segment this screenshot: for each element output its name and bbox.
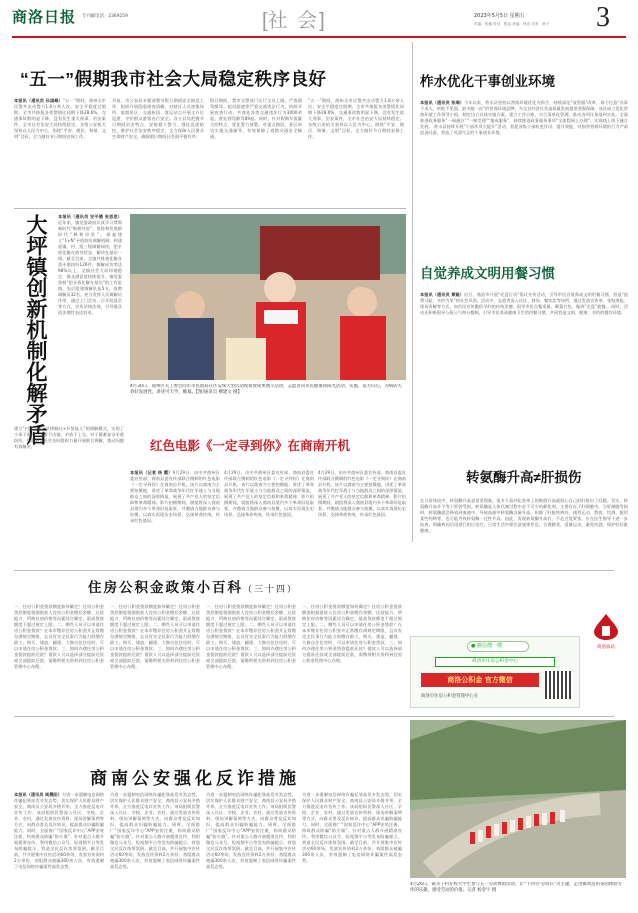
main-article-col4	[308, 98, 404, 204]
editors-line: 责编：张璐 校对：焦蕊 美编：杨光 印务：章子	[474, 22, 550, 26]
police-body-col2	[110, 792, 200, 908]
movie-body-text3: 4月29日，由中共商州区委宣传部、商南县委宣传部联合摄制的红色电影《一定寻到你》在商南县开机。该片以商南为主要拍摄地，讲述了革命战争年代红军战士与当地群众之间的深厚情谊，展现了共产党人的坚定信仰和革命精神。影片拍摄期间，剧组将深入商南县境内多个革命旧址取景，并邀请当地群众参与拍摄，以真实再现历史场景，弘扬革命传统，传承红色基因。	[318, 470, 406, 517]
fund-body-text: 一、住房公积金贷款额度如何确定？住房公积金贷款额度根据借款人住房公积金缴存余额、还款能力、所购住房价格等因素综合确定，最高贷款额度不超过规定上限。二、哪些人员可以申请住房公积金贷款？在本市缴存住房公积金并正常缴存满规定期限，且具有完全民事行为能力的缴存职工，购买、建造、翻建、大修自住住房时，可以申请住房公积金贷款。三、如何办理住房公积金贷款提前还款？借款人可以选择部分提前还款或全部提前还款，需携带相关资料到住房公积金管理中心办理。	[14, 604, 104, 669]
fund-body-col3	[206, 604, 296, 714]
right1-body-text: 今年以来，柞水县坚持以营商环境优化为抓手，持续深化“放管服”改革，着力打造“办事不求人、审批不见面、最多跑一次”的营商环境品牌，为全县经济社会高质量发展提供坚强保障。该县成立优化营商环境工作领导小组，制定出台具体实施方案，建立工作台账，实行清单化管理，推动各项任务落到实处。全面推进政务服务“一网通办”“一窗受理”“集成服务”，持续推进政务服务事项“全流程网上办理”，实现线上线下融合发展。	[420, 100, 628, 129]
vertical-headline-text: 大坪镇创新机制化解矛盾	[24, 214, 47, 445]
fund-top-divider	[14, 570, 614, 571]
trail-run-photo-illustration	[410, 720, 626, 878]
police-body-col3	[206, 792, 296, 908]
police-body-text: 为进一步遏制电信网络诈骗犯罪高发多发态势，切实保护人民群众财产安全，商南县公安局多措并举，全力推进反电诈宣传工作。该局组织民警深入社区、学校、企业、农村，通过发放宣传资料、现场讲解案例等方式，向群众普及反诈知识，提高群众识骗防骗能力。同时，全面推广“国家反诈中心”APP安装注册，构筑群众防骗“防火墙”。针对重点人群开展精准宣传，利用微信公众号、短视频平台等发布防骗提示，营造全民反诈浓厚氛围。截至目前，共开展集中宣传活动60余场，发放宣传资料2万余份，劝阻群众被骗300余人次，有效遏制了电信网络诈骗案件高发态势。	[14, 792, 104, 869]
right3-headline: 转氨酶升高≠肝损伤	[466, 470, 582, 485]
right1-body	[420, 100, 628, 220]
police-body-text4: 为进一步遏制电信网络诈骗犯罪高发多发态势，切实保护人民群众财产安全，商南县公安局多措并举，全力推进反电诈宣传工作。该局组织民警深入社区、学校、企业、农村，通过发放宣传资料、现场讲解案例等方式，向群众普及反诈知识，提高群众识骗防骗能力。同时，全面推广“国家反诈中心”APP安装注册，构筑群众防骗“防火墙”。针对重点人群开展精准宣传，利用微信公众号、短视频平台等发布防骗提示，营造全民反诈浓厚氛围。截至目前，共开展集中宣传活动60余场，发放宣传资料2万余份，劝阻群众被骗300余人次，有效遏制了电信网络诈骗案件高发态势。	[302, 792, 402, 863]
fund-headline-number: （三十四）	[243, 584, 299, 594]
fund-official-wechat-text: 商洛公积金 官方微信	[447, 676, 513, 684]
fund-ad-box	[410, 636, 580, 708]
fund-center-search-text: 商洛市住房公积金中心	[472, 659, 518, 664]
movie-body-col3	[318, 470, 406, 532]
fund-body-text3: 一、住房公积金贷款额度如何确定？住房公积金贷款额度根据借款人住房公积金缴存余额、还款能力、所购住房价格等因素综合确定，最高贷款额度不超过规定上限。二、哪些人员可以申请住房公积金贷款？在本市缴存住房公积金并正常缴存满规定期限，且具有完全民事行为能力的缴存职工，购买、建造、翻建、大修自住住房时，可以申请住房公积金贷款。三、如何办理住房公积金贷款提前还款？借款人可以选择部分提前还款或全部提前还款，需携带相关资料到住房公积金管理中心办理。	[206, 604, 296, 669]
fund-headline	[88, 576, 298, 596]
fund-body-col4	[302, 604, 402, 714]
page-number: 3	[596, 2, 610, 33]
fund-body-col2	[110, 604, 200, 714]
section-label	[262, 4, 325, 33]
section-name: 社 会	[267, 10, 320, 32]
right2-body	[420, 292, 628, 412]
main-bottom-divider	[14, 208, 406, 209]
wechat-search-badge[interactable]	[467, 641, 529, 652]
main-col3-text: 假日期间，我市交警部门实行全员上路，严查酒驾醉驾、超员超速等严重交通违法行为，持续开展夜查行动，共查处各类交通违法行为3000余起，查处酒驾醉驾89起。同时，针对假期车流量大的特点，优化警力部署，对重点路段、景区周边实施交通疏导，有效保障了道路交通安全畅通。	[210, 98, 302, 139]
vertical-byline: 本报讯（通讯员 安平德 张思思）	[58, 214, 122, 219]
right2-byline: 本报讯（通讯员 章魁）	[420, 292, 465, 297]
issue-date: 2023年5月5日 星期五	[474, 13, 525, 19]
police-top-divider	[14, 716, 614, 717]
fund-official-wechat-banner	[421, 673, 539, 687]
police-headline: 商南公安强化反诈措施	[90, 769, 300, 788]
right2-body-text: 近日，商洛市开展“光盘行动”倡议宣传活动，引导市民自觉养成文明用餐习惯，营造“浪费可耻、节约为荣”的社会风尚。活动中，志愿者深入社区、商场、餐饮店等场所，通过发放宣传单、张贴海报、现场讲解等方式，向市民宣传勤俭节约的传统美德，倡导市民点餐适量、剩菜打包，做到“光盘”就餐。	[420, 292, 628, 309]
section-bracket-left: [	[262, 10, 268, 32]
fund-body-text2: 一、住房公积金贷款额度如何确定？住房公积金贷款额度根据借款人住房公积金缴存余额、还款能力、所购住房价格等因素综合确定，最高贷款额度不超过规定上限。二、哪些人员可以申请住房公积金贷款？在本市缴存住房公积金并正常缴存满规定期限，且具有完全民事行为能力的缴存职工，购买、建造、翻建、大修自住住房时，可以申请住房公积金贷款。三、如何办理住房公积金贷款提前还款？借款人可以选择部分提前还款或全部提前还款，需携带相关资料到住房公积金管理中心办理。	[110, 604, 200, 669]
blood-drop-icon	[588, 612, 624, 640]
main-photo-caption: 4月30日，商州区关工委会同市市民政局在区安保大型活动现场放成果展示活动，志愿者向市民健康和阳光活动，实施、发方向心，为病防失效好发展性，讲述可大学，帷幕。【图/通讯员 柳建文 摄】	[130, 384, 402, 395]
masthead	[0, 0, 638, 36]
right3-body-text: 在日常体检中，转氨酶升高是常见现象，很多人看到化验单上的数值升高就担心自己的肝脏出了问题。其实，转氨酶升高并不等于肝脏受损。转氨酶是人体代谢过程中必不可少的催化剂，主要存在于肝细胞中。当肝细胞受损时，转氨酶就会释放到血液中，导致血液中转氨酶含量升高。但除了肝脏疾病外，剧烈运动、熬夜、饮酒、服用某些药物等，也可能导致转氨酶一过性升高。因此，发现转氨酶升高后，不必过度紧张，应在医生指导下进一步检查，明确病因后再进行相应治疗。日常生活中要注意规律作息，合理膳食，适量运动，避免饮酒，保护好肝脏健康。	[420, 498, 628, 533]
main-article-col3	[210, 98, 302, 204]
fund-body-text4: 一、住房公积金贷款额度如何确定？住房公积金贷款额度根据借款人住房公积金缴存余额、还款能力、所购住房价格等因素综合确定，最高贷款额度不超过规定上限。二、哪些人员可以申请住房公积金贷款？在本市缴存住房公积金并正常缴存满规定期限，且具有完全民事行为能力的缴存职工，购买、建造、翻建、大修自住住房时，可以申请住房公积金贷款。三、如何办理住房公积金贷款提前还款？借款人可以选择部分提前还款或全部提前还款，需携带相关资料到住房公积金管理中心办理。	[302, 604, 402, 663]
right-column-divider	[412, 42, 413, 542]
blood-station-label: 商洛血站	[597, 645, 615, 650]
main-article-col2	[112, 98, 204, 204]
fund-body-col1	[14, 604, 104, 714]
police-body-text2: 为进一步遏制电信网络诈骗犯罪高发多发态势，切实保护人民群众财产安全，商南县公安局多措并举，全力推进反电诈宣传工作。该局组织民警深入社区、学校、企业、农村，通过发放宣传资料、现场讲解案例等方式，向群众普及反诈知识，提高群众识骗防骗能力。同时，全面推广“国家反诈中心”APP安装注册，构筑群众防骗“防火墙”。针对重点人群开展精准宣传，利用微信公众号、短视频平台等发布防骗提示，营造全民反诈浓厚氛围。截至目前，共开展集中宣传活动60余场，发放宣传资料2万余份，劝阻群众被骗300余人次，有效遏制了电信网络诈骗案件高发态势。	[110, 792, 200, 869]
right2-headline: 自觉养成文明用餐习惯	[420, 266, 555, 281]
vertical-story-body2	[14, 426, 124, 474]
masthead-meta: 专刊邮电话：2369259	[82, 14, 128, 19]
vertical-body2-text: 建立“村组干部+法律顾问+乡贤能人”的调解模式，实现了小事不出村、大事不出镇、矛盾不上交。对于疑难复杂矛盾纠纷，镇调解委员会及时组织力量开展联合调解，推动问题有效解决。	[14, 426, 124, 449]
right1-body-text2: 柞水县持续开展“干部作风大提升”活动，督促各级干部转变作风、提升效能，对损害营商环境的行为严肃追责问责，营造了风清气正的干事创业环境。	[420, 124, 628, 135]
right1-headline: 柞水优化干事创业环境	[420, 74, 555, 89]
police-body-col1	[14, 792, 104, 908]
fund-headline-text: 住房公积金政策小百科	[88, 580, 243, 595]
main-col1-text: “五一”期间，商州全市民警共出动警力1.8万余人次，安全平稳度过假期。全市共接报各类警情比同期下降28.6%，交通事故数明显下降，没有发生重大刑事、治安案件，全市社会治安大局持续稳定。各级公安机关坚持以人民为中心，围绕“平安、便民、和谐、文明”目标，全力做好节日期间安保工作。	[14, 98, 106, 139]
newspaper-logo: 商洛日报	[12, 10, 77, 26]
police-body-col4	[302, 792, 402, 908]
main-photo	[130, 214, 406, 380]
movie-body-col1	[130, 470, 220, 532]
movie-body-text: 4月29日，由中共商州区委宣传部、商南县委宣传部联合摄制的红色电影《一定寻到你》在商南县开机。该片以商南为主要拍摄地，讲述了革命战争年代红军战士与当地群众之间的深厚情谊，展现了共产党人的坚定信仰和革命精神。影片拍摄期间，剧组将深入商南县境内多个革命旧址取景，并邀请当地群众参与拍摄，以真实再现历史场景，弘扬革命传统，传承红色基因。	[130, 470, 220, 523]
section-bracket-right: ]	[319, 10, 325, 32]
wechat-search-label: 微信搜一搜	[476, 643, 502, 649]
right2-body-text2: 同时，活动还积极倡导公筷公勺和分餐制，引导市民养成健康卫生的用餐习惯，共同营造文明、健康、节约的餐饮环境。	[420, 304, 628, 315]
right3-body	[420, 498, 628, 628]
run-photo-caption: 4月26日，镇关子村在校大学生参与五一劳动体验活动，让“干到劳·劳动在”为主题，走进镇周边的茶园体验劳作的乐趣，感受劳动的价值。记者 杨金宇 摄	[410, 882, 622, 893]
movie-body-col2	[224, 470, 314, 532]
fund-qr-code	[545, 671, 573, 699]
movie-body-text2: 4月29日，由中共商州区委宣传部、商南县委宣传部联合摄制的红色电影《一定寻到你》在商南县开机。该片以商南为主要拍摄地，讲述了革命战争年代红军战士与当地群众之间的深厚情谊，展现了共产党人的坚定信仰和革命精神。影片拍摄期间，剧组将深入商南县境内多个革命旧址取景，并邀请当地群众参与拍摄，以真实再现历史场景，弘扬革命传统，传承红色基因。	[224, 470, 314, 517]
movie-byline: 本报讯（记者 杨 霞）	[130, 470, 173, 475]
fund-center-credit: 商洛市住房公积金管理中心宣	[421, 694, 479, 699]
blood-station-logo	[588, 612, 624, 650]
main-article-col1	[14, 98, 106, 204]
vertical-body-text: 近年来，镇党委政府认真学习贯彻新时代“枫桥经验”，坚持和发展新时代“枫桥经验”，探索建立“1+N”矛盾纠纷调解机制，构建起镇、村、组三级调解网络，把矛盾化解在萌芽状态、解决在基层一线。截至目前，全镇共排查化解各类矛盾纠纷126件，调解成功率达98%以上，全镇社会大局和谐稳定，群众满意度持续提升。镇党委坚持“把矛盾化解在基层”的工作思路，先后组建调解队伍5支，选聘调解员32名，充分发挥人民调解员作用，通过上门走访、召开院落会等方式，宣传法律法规，引导群众依法理性表达诉求。	[58, 220, 122, 315]
run-photo	[410, 720, 626, 878]
police-body-text3: 为进一步遏制电信网络诈骗犯罪高发多发态势，切实保护人民群众财产安全，商南县公安局多措并举，全力推进反电诈宣传工作。该局组织民警深入社区、学校、企业、农村，通过发放宣传资料、现场讲解案例等方式，向群众普及反诈知识，提高群众识骗防骗能力。同时，全面推广“国家反诈中心”APP安装注册，构筑群众防骗“防火墙”。针对重点人群开展精准宣传，利用微信公众号、短视频平台等发布防骗提示，营造全民反诈浓厚氛围。截至目前，共开展集中宣传活动60余场，发放宣传资料2万余份，劝阻群众被骗300余人次，有效遏制了电信网络诈骗案件高发态势。	[206, 792, 296, 869]
right1-byline: 本报讯（通讯员 张瑞）	[420, 100, 465, 105]
main-headline: “五一”假期我市社会大局稳定秩序良好	[20, 69, 327, 89]
wechat-icon: ●	[471, 643, 476, 649]
main-col2-text: 节前，市公安局专题部署节假日期间安全防范工作，组织开展隐患排查清剿，对辖区人员密集场所、旅游景区、交通枢纽、客运站点开展全方位巡逻，守护群众游客出行安全。各分县局把握节日期间治安特点，安排精干警力，强化巡逻防控，维护社会治安秩序稳定，全力保障人民群众生命财产安全，确保假日期间社会面平稳有序。	[112, 98, 204, 139]
volunteers-photo-illustration	[130, 214, 406, 380]
police-byline: 本报讯（通讯员 周晨阳）	[14, 792, 62, 797]
main-col4-text: “五一”期间，商州全市民警共出动警力1.8万余人次，安全平稳度过假期。全市共接报各类警情比同期下降28.6%，交通事故数明显下降，没有发生重大刑事、治安案件，全市社会治安大局持续稳定。各级公安机关坚持以人民为中心，围绕“平安、便民、和谐、文明”目标，全力做好节日期间安保工作。	[308, 98, 404, 139]
masthead-rule	[12, 36, 626, 38]
movie-headline: 红色电影《一定寻到你》在商南开机	[150, 439, 351, 453]
main-byline: 本报讯（通讯员 孙国峰）	[14, 98, 63, 103]
vertical-headline	[24, 214, 48, 445]
fund-center-search-box[interactable]	[435, 657, 555, 667]
